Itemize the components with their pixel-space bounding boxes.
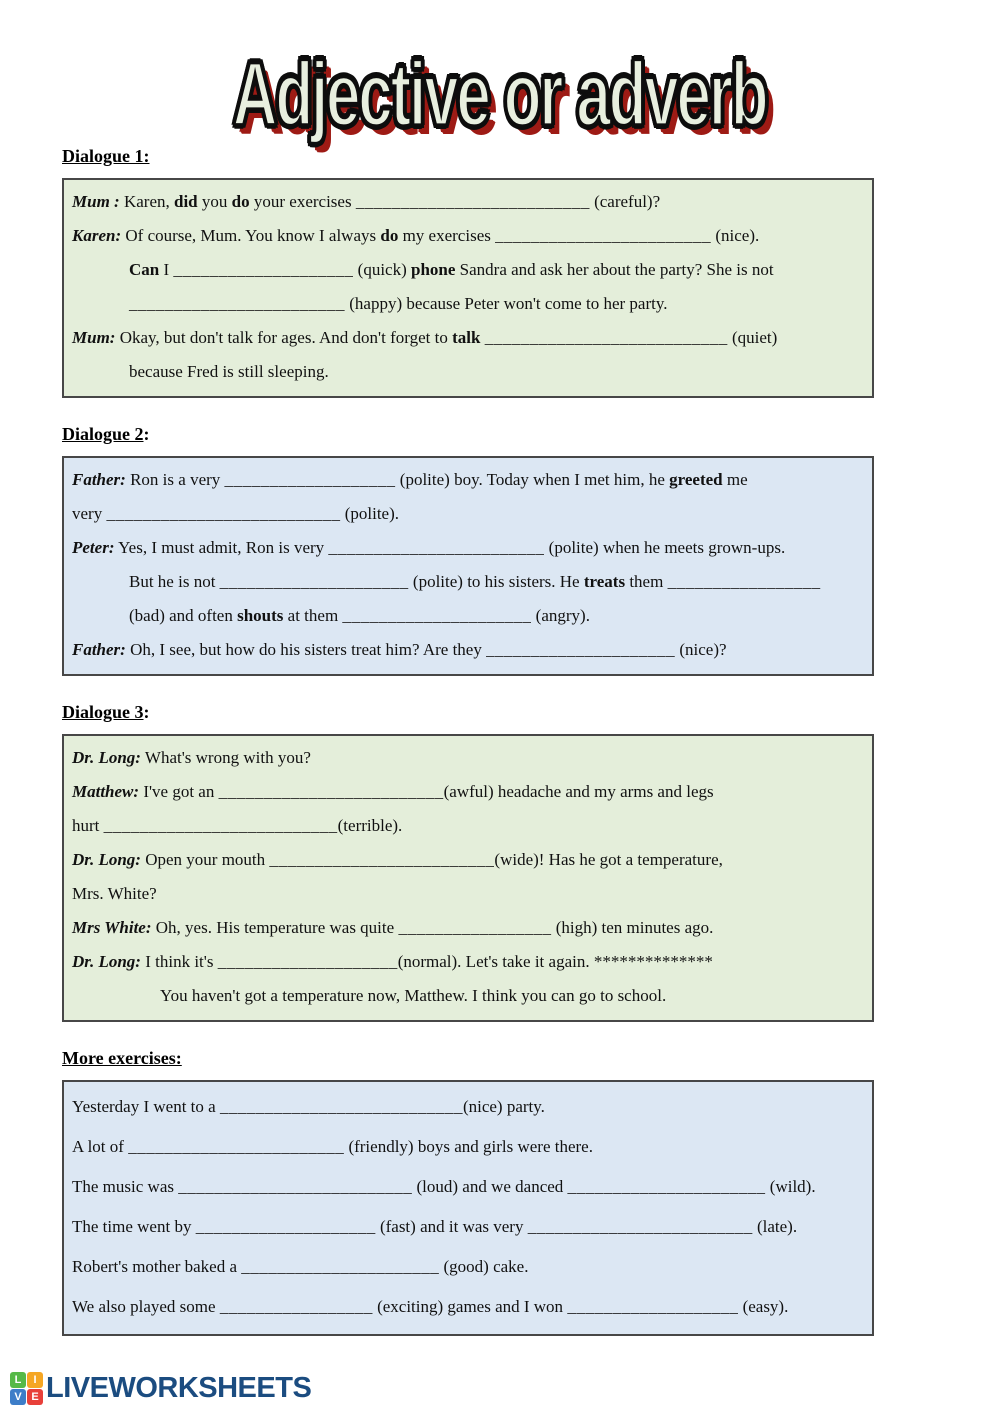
plain-text: (high) ten minutes ago. — [551, 918, 714, 937]
section-heading-text: More exercises: — [62, 1048, 182, 1068]
text-line — [72, 1087, 862, 1127]
answer-blank[interactable]: ________________________ — [328, 538, 545, 557]
answer-blank[interactable]: __________________________ — [355, 192, 590, 211]
plain-text: (fast) and it was very — [375, 1217, 528, 1236]
answer-blank[interactable]: ________________________ — [129, 294, 345, 313]
plain-text: (angry). — [531, 606, 590, 625]
exercise-box — [62, 178, 874, 398]
emphasis-text: greeted — [669, 470, 723, 489]
text-line — [72, 1287, 862, 1327]
text-line — [72, 355, 862, 389]
answer-blank[interactable]: __________________________ — [103, 816, 338, 835]
text-line — [72, 1247, 862, 1287]
emphasis-text: do — [231, 192, 250, 211]
answer-blank[interactable]: __________________________ — [178, 1177, 413, 1196]
plain-text: Oh, yes. His temperature was quite — [151, 918, 399, 937]
exercise-box — [62, 734, 874, 1022]
text-line — [72, 979, 862, 1013]
plain-text: Okay, but don't talk for ages. And don't forget to — [115, 328, 453, 347]
text-line — [72, 1167, 862, 1207]
text-line — [72, 531, 862, 565]
answer-blank[interactable]: _____________________ — [342, 606, 532, 625]
worksheet-section — [62, 424, 938, 676]
section-heading — [62, 702, 938, 723]
plain-text: (nice) party. — [462, 1097, 545, 1116]
text-line — [72, 219, 862, 253]
speaker-label: Father: — [72, 640, 126, 659]
plain-text: (awful) headache and my arms and legs — [443, 782, 714, 801]
text-line — [72, 741, 862, 775]
text-line — [72, 287, 862, 321]
plain-text: Oh, I see, but how do his sisters treat him? Are they — [125, 640, 487, 659]
answer-blank[interactable]: ________________________ — [128, 1137, 345, 1156]
text-line — [72, 1207, 862, 1247]
answer-blank[interactable]: _________________ — [219, 1297, 373, 1316]
plain-text: I've got an — [139, 782, 219, 801]
logo-square-i: I — [27, 1372, 43, 1388]
text-line — [72, 843, 862, 877]
answer-blank[interactable]: ___________________________ — [484, 328, 728, 347]
speaker-label: Mum: — [72, 328, 116, 347]
answer-blank[interactable]: ___________________________ — [219, 1097, 463, 1116]
section-heading — [62, 424, 938, 445]
plain-text: (careful)? — [589, 192, 661, 211]
answer-blank[interactable]: _____________________ — [486, 640, 676, 659]
plain-text: Robert's mother baked a — [72, 1257, 242, 1276]
section-heading — [62, 146, 938, 167]
plain-text: (exciting) games and I won — [372, 1297, 568, 1316]
answer-blank[interactable]: ____________________ — [173, 260, 354, 279]
worksheet-section — [62, 146, 938, 398]
logo-square-v: V — [10, 1389, 26, 1405]
speaker-label: Matthew: — [72, 782, 140, 801]
text-line — [72, 185, 862, 219]
answer-blank[interactable]: ___________________ — [567, 1297, 739, 1316]
answer-blank[interactable]: ___________________ — [224, 470, 396, 489]
plain-text: hurt — [72, 816, 104, 835]
plain-text: I think it's — [140, 952, 218, 971]
plain-text: you — [197, 192, 232, 211]
answer-blank[interactable]: ________________________ — [495, 226, 712, 245]
plain-text: (polite) boy. Today when I met him, he — [395, 470, 670, 489]
plain-text: (polite) when he meets grown-ups. — [544, 538, 786, 557]
answer-blank[interactable]: _____________________ — [219, 572, 409, 591]
plain-text: (wild). — [765, 1177, 816, 1196]
plain-text: (nice)? — [675, 640, 727, 659]
speaker-label: Mrs White: — [72, 918, 152, 937]
speaker-label: Dr. Long: — [72, 748, 141, 767]
plain-text: (polite) to his sisters. He — [408, 572, 584, 591]
plain-text: (quiet) — [727, 328, 778, 347]
plain-text: What's wrong with you? — [140, 748, 311, 767]
text-line — [72, 565, 862, 599]
text-line — [72, 911, 862, 945]
plain-text: (good) cake. — [439, 1257, 529, 1276]
worksheet-title: Adjective or adverb — [233, 43, 767, 145]
text-line — [72, 809, 862, 843]
section-heading-colon: : — [143, 702, 150, 722]
section-heading-text: Dialogue 2 — [62, 424, 144, 444]
speaker-label: Dr. Long: — [72, 850, 141, 869]
plain-text: I — [159, 260, 174, 279]
exercise-box — [62, 1080, 874, 1336]
plain-text: Open your mouth — [140, 850, 270, 869]
emphasis-text: do — [380, 226, 399, 245]
plain-text: them — [625, 572, 668, 591]
exercise-box — [62, 456, 874, 676]
plain-text: The music was — [72, 1177, 179, 1196]
section-heading-text: Dialogue 1: — [62, 146, 150, 166]
plain-text: (loud) and we danced — [412, 1177, 568, 1196]
emphasis-text: talk — [452, 328, 481, 347]
answer-blank[interactable]: __________________________ — [106, 504, 341, 523]
section-heading-colon: : — [143, 424, 150, 444]
plain-text: (terrible). — [337, 816, 403, 835]
emphasis-text: did — [174, 192, 198, 211]
answer-blank[interactable]: ____________________ — [217, 952, 398, 971]
emphasis-text: phone — [411, 260, 456, 279]
answer-blank[interactable]: _________________ — [667, 572, 821, 591]
text-line — [72, 1127, 862, 1167]
answer-blank[interactable]: _________________ — [398, 918, 552, 937]
answer-blank[interactable]: ______________________ — [567, 1177, 766, 1196]
emphasis-text: shouts — [237, 606, 284, 625]
plain-text: You haven't got a temperature now, Matthew. I think you can go to school. — [160, 986, 667, 1005]
text-line — [72, 463, 862, 497]
answer-blank[interactable]: ______________________ — [241, 1257, 440, 1276]
text-line — [72, 497, 862, 531]
plain-text: (polite). — [340, 504, 400, 523]
speaker-label: Karen: — [72, 226, 122, 245]
plain-text: my exercises — [398, 226, 496, 245]
plain-text: (wide)! Has he got a temperature, — [494, 850, 723, 869]
logo-square-e: E — [27, 1389, 43, 1405]
liveworksheets-icon — [10, 1372, 43, 1405]
plain-text: The time went by — [72, 1217, 196, 1236]
text-line — [72, 633, 862, 667]
plain-text: Of course, Mum. You know I always — [121, 226, 381, 245]
answer-blank[interactable]: _________________________ — [218, 782, 444, 801]
plain-text: (bad) and often — [129, 606, 238, 625]
speaker-label: Father: — [72, 470, 126, 489]
plain-text: (happy) because Peter won't come to her party. — [345, 294, 668, 313]
plain-text: (normal). Let's take it again. ************** — [397, 952, 713, 971]
answer-blank[interactable]: ____________________ — [195, 1217, 376, 1236]
plain-text: Mrs. White? — [72, 884, 157, 903]
plain-text: me — [722, 470, 748, 489]
plain-text: (easy). — [738, 1297, 789, 1316]
emphasis-text: treats — [583, 572, 626, 591]
text-line — [72, 599, 862, 633]
emphasis-text: Can — [129, 260, 160, 279]
plain-text: Sandra and ask her about the party? She is not — [455, 260, 774, 279]
text-line — [72, 945, 862, 979]
plain-text: Yesterday I went to a — [72, 1097, 220, 1116]
plain-text: very — [72, 504, 107, 523]
logo-square-l: L — [10, 1372, 26, 1388]
text-line — [72, 775, 862, 809]
text-line — [72, 253, 862, 287]
plain-text: Ron is a very — [125, 470, 225, 489]
plain-text: But he is not — [129, 572, 220, 591]
plain-text: (quick) — [353, 260, 411, 279]
title-container — [62, 43, 938, 145]
worksheet-section — [62, 702, 938, 1022]
liveworksheets-logo[interactable] — [10, 1372, 311, 1405]
answer-blank[interactable]: _________________________ — [269, 850, 495, 869]
plain-text: (friendly) boys and girls were there. — [344, 1137, 593, 1156]
plain-text: Karen, — [119, 192, 174, 211]
section-heading-text: Dialogue 3 — [62, 702, 144, 722]
speaker-label: Dr. Long: — [72, 952, 141, 971]
liveworksheets-wordmark: LIVEWORKSHEETS — [46, 1372, 312, 1404]
plain-text: your exercises — [249, 192, 356, 211]
speaker-label: Mum : — [72, 192, 120, 211]
worksheet-sections — [62, 146, 938, 1336]
speaker-label: Peter: — [72, 538, 115, 557]
text-line — [72, 877, 862, 911]
plain-text: (nice). — [711, 226, 760, 245]
text-line — [72, 321, 862, 355]
worksheet-section — [62, 1048, 938, 1336]
plain-text: (late). — [752, 1217, 798, 1236]
plain-text: A lot of — [72, 1137, 129, 1156]
plain-text: because Fred is still sleeping. — [129, 362, 329, 381]
answer-blank[interactable]: _________________________ — [527, 1217, 753, 1236]
plain-text: at them — [283, 606, 343, 625]
section-heading — [62, 1048, 938, 1069]
plain-text: Yes, I must admit, Ron is very — [114, 538, 329, 557]
plain-text: We also played some — [72, 1297, 220, 1316]
